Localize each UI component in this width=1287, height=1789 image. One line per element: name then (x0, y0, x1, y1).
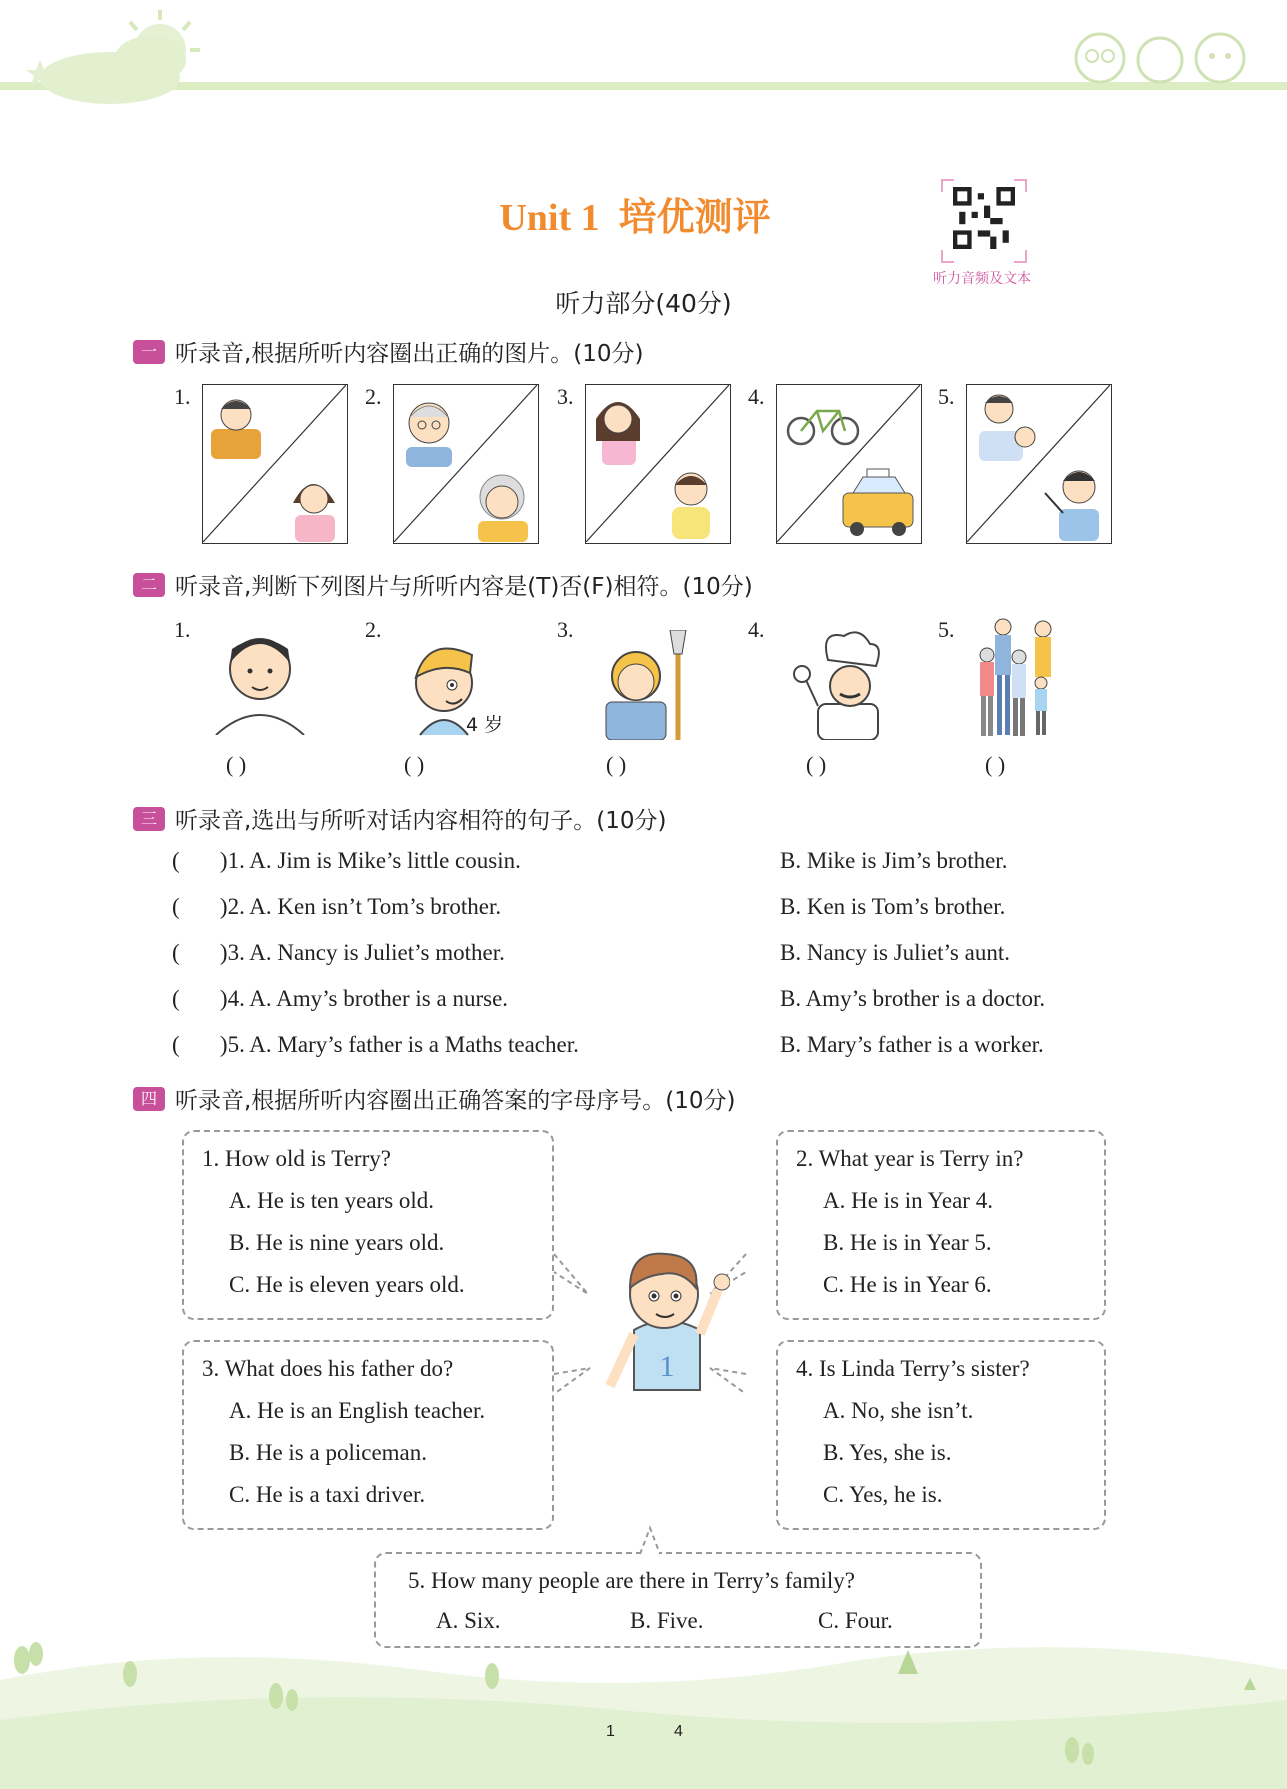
section-badge: 三 (133, 807, 165, 831)
section4-header (133, 1082, 736, 1115)
question-bubble-2 (776, 1130, 1106, 1320)
question-bubble-4 (776, 1340, 1106, 1530)
question-row (172, 940, 505, 966)
answer-option[interactable]: A. He is ten years old. (229, 1188, 435, 1213)
option-a: 3. A. Nancy is Juliet’s mother. (227, 940, 505, 965)
answer-option[interactable]: A. Six. (436, 1608, 501, 1633)
answer-blank-5[interactable]: ( ) (985, 752, 1006, 777)
question-text: 4. Is Linda Terry’s sister? (796, 1356, 1030, 1381)
picture-choice-1[interactable] (202, 384, 348, 544)
section3-header (133, 802, 667, 835)
answer-option[interactable]: B. He is in Year 5. (823, 1230, 992, 1255)
question-row (172, 1032, 579, 1058)
page-number-left: 1 (606, 1723, 615, 1740)
terry-boy-icon (600, 1230, 730, 1400)
option-b: B. Nancy is Juliet’s aunt. (780, 940, 1010, 965)
animal-faces-decoration (1060, 18, 1260, 88)
answer-blank-3[interactable]: ( ) (606, 752, 627, 777)
grandma-icon[interactable] (478, 475, 528, 542)
section4-instruction: 听录音,根据所听内容圈出正确答案的字母序号。(10分) (175, 1088, 736, 1114)
item-number: 1. (174, 384, 191, 409)
item-number: 2. (365, 617, 382, 642)
question-row (172, 848, 521, 874)
item-number: 1. (174, 617, 191, 642)
question-bubble-1 (182, 1130, 554, 1320)
answer-option[interactable]: C. He is a taxi driver. (229, 1482, 426, 1507)
girl-icon[interactable] (596, 402, 640, 465)
answer-option[interactable]: B. Five. (630, 1608, 704, 1633)
option-b: B. Ken is Tom’s brother. (780, 894, 1006, 919)
answer-option[interactable]: A. He is in Year 4. (823, 1188, 993, 1213)
page-title: Unit 1 培优测评 (499, 195, 771, 239)
woman-icon[interactable] (293, 484, 335, 542)
answer-option[interactable]: B. Yes, she is. (823, 1440, 952, 1465)
answer-blank[interactable]: ( ) (172, 894, 228, 919)
answer-option[interactable]: A. He is an English teacher. (229, 1398, 486, 1423)
item-number: 3. (557, 384, 574, 409)
item-number: 5. (938, 384, 955, 409)
shirt-number: 1 (659, 1350, 675, 1383)
picture-pair (203, 385, 346, 542)
section2-instruction: 听录音,判断下列图片与所听内容是(T)否(F)相符。(10分) (175, 574, 753, 600)
man-in-suit-icon[interactable] (211, 400, 261, 459)
section-badge: 四 (133, 1087, 165, 1111)
item-number: 5. (938, 617, 955, 642)
farmer-icon (598, 630, 698, 740)
doctor-icon[interactable] (979, 395, 1035, 461)
item-number: 4. (748, 617, 765, 642)
option-b: B. Mary’s father is a worker. (780, 1032, 1044, 1057)
answer-blank[interactable]: ( ) (172, 848, 228, 873)
section3-instruction: 听录音,选出与所听对话内容相符的句子。(10分) (175, 808, 667, 834)
answer-blank-2[interactable]: ( ) (404, 752, 425, 777)
picture-choice-2[interactable] (393, 384, 539, 544)
answer-blank[interactable]: ( ) (172, 986, 228, 1011)
answer-option[interactable]: B. He is nine years old. (229, 1230, 445, 1255)
trees-decoration (0, 1630, 1287, 1780)
taxi-icon[interactable] (843, 469, 913, 536)
section2-header (133, 568, 753, 601)
option-a: 4. A. Amy’s brother is a nurse. (227, 986, 509, 1011)
question-text: 2. What year is Terry in? (796, 1146, 1024, 1171)
option-b: B. Mike is Jim’s brother. (780, 848, 1008, 873)
section-badge: 一 (133, 340, 165, 364)
qr-caption: 听力音频及文本 (933, 271, 1031, 287)
question-text: 5. How many people are there in Terry’s family? (408, 1568, 855, 1593)
item-number: 3. (557, 617, 574, 642)
answer-blank-1[interactable]: ( ) (226, 752, 247, 777)
age-caption: 4 岁 (466, 714, 504, 736)
option-a: 5. A. Mary’s father is a Maths teacher. (227, 1032, 579, 1057)
grandpa-icon[interactable] (406, 403, 452, 467)
answer-blank-4[interactable]: ( ) (806, 752, 827, 777)
qr-frame (940, 178, 1028, 264)
answer-option[interactable]: C. Four. (818, 1608, 893, 1633)
option-a: 1. A. Jim is Mike’s little cousin. (227, 848, 521, 873)
answer-option[interactable]: C. He is in Year 6. (823, 1272, 992, 1297)
man-icon (210, 625, 310, 735)
cook-icon (790, 630, 900, 740)
item-number: 4. (748, 384, 765, 409)
listening-section-heading: 听力部分(40分) (555, 289, 732, 318)
answer-blank[interactable]: ( ) (172, 940, 228, 965)
section-badge: 二 (133, 573, 165, 597)
cloud-sun-decoration (0, 0, 260, 110)
picture-choice-5[interactable] (966, 384, 1112, 544)
question-text: 3. What does his father do? (202, 1356, 454, 1381)
bicycle-icon[interactable] (788, 411, 858, 444)
answer-option[interactable]: B. He is a policeman. (229, 1440, 428, 1465)
option-b: B. Amy’s brother is a doctor. (780, 986, 1046, 1011)
question-bubble-3 (182, 1340, 554, 1530)
answer-blank[interactable]: ( ) (172, 1032, 228, 1057)
picture-choice-4[interactable] (776, 384, 922, 544)
baby-icon[interactable] (672, 473, 710, 539)
question-row (172, 894, 501, 920)
page-number-right: 4 (674, 1723, 683, 1740)
teacher-icon[interactable] (1045, 471, 1099, 541)
picture-choice-3[interactable] (585, 384, 731, 544)
question-row (172, 986, 508, 1012)
answer-option[interactable]: C. He is eleven years old. (229, 1272, 465, 1297)
answer-option[interactable]: C. Yes, he is. (823, 1482, 943, 1507)
question-text: 1. How old is Terry? (202, 1146, 391, 1171)
answer-option[interactable]: A. No, she isn’t. (823, 1398, 974, 1423)
section1-header (133, 335, 644, 368)
section1-instruction: 听录音,根据所听内容圈出正确的图片。(10分) (175, 341, 644, 367)
item-number: 2. (365, 384, 382, 409)
family-icon (975, 615, 1065, 740)
option-a: 2. A. Ken isn’t Tom’s brother. (227, 894, 502, 919)
